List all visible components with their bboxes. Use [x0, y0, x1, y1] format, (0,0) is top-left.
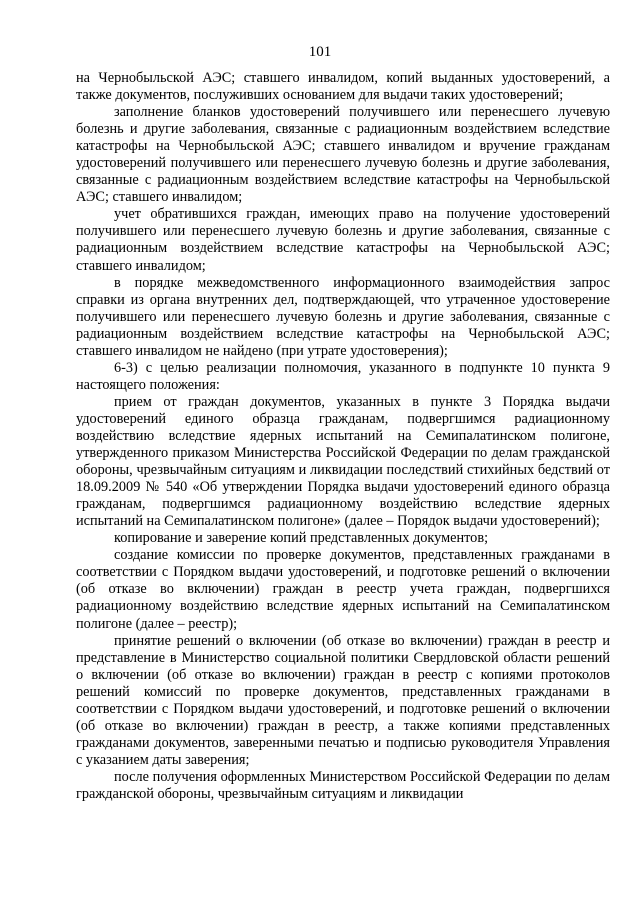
paragraph: после получения оформленных Министерством Российской Федерации по делам гражданской обороны, чрезвычайным ситуациям и ликвидации	[76, 768, 610, 802]
paragraph: на Чернобыльской АЭС; ставшего инвалидом, копий выданных удостоверений, а также документов, послуживших основанием для выдачи таких удостоверений;	[76, 70, 610, 104]
paragraph: учет обратившихся граждан, имеющих право на получение удостоверений получившего или перенесшего лучевую болезнь и другие заболевания, связанные с радиационным воздействием вследствие катастрофы на Чернобыльской АЭС; ставшего инвалидом;	[76, 206, 610, 274]
paragraph: в порядке межведомственного информационного взаимодействия запрос справки из органа внутренних дел, подтверждающей, что утраченное удостоверение получившего или перенесшего лучевую болезнь и другие заболевания, связанные с радиационным воздействием вследствие катастрофы на Чернобыльской АЭС; ставшего инвалидом не найдено (при утрате удостоверения);	[76, 274, 610, 359]
page-number: 101	[308, 44, 332, 60]
paragraph: принятие решений о включении (об отказе во включении) граждан в реестр и представление в Министерство социальной политики Свердловской области решений о включении (об отказе во включении) граждан в реестр с копиями протоколов решений комиссий по проверке документов, представленных гражданами в соответствии с Порядком выдачи удостоверений, и подготовке решений о включении (об отказе во включении) граждан в реестр, а также копиями представленных гражданами документов, заверенными печатью и подписью руководителя Управления с указанием даты заверения;	[76, 632, 610, 768]
paragraph: копирование и заверение копий представленных документов;	[114, 530, 489, 547]
paragraph: заполнение бланков удостоверений получившего или перенесшего лучевую болезнь и другие заболевания, связанные с радиационным воздействием вследствие катастрофы на Чернобыльской АЭС; ставшего инвалидом и вручение гражданам удостоверений получившего или перенесшего лучевую болезнь и другие заболевания, связанные с радиационным воздействием вследствие катастрофы на Чернобыльской АЭС; ставшего инвалидом;	[76, 104, 610, 206]
paragraph: прием от граждан документов, указанных в пункте 3 Порядка выдачи удостоверений единого образца гражданам, подвергшимся радиационному воздействию вследствие ядерных испытаний на Семипалатинском полигоне, утвержденного приказом Министерства Российской Федерации по делам гражданской обороны, чрезвычайным ситуациям и ликвидации последствий стихийных бедствий от 18.09.2009 № 540 «Об утверждении Порядка выдачи удостоверений единого образца гражданам, подвергшимся радиационному воздействию вследствие ядерных испытаний на Семипалатинском полигоне» (далее – Порядок выдачи удостоверений);	[76, 393, 610, 530]
paragraph: 6-3) с целью реализации полномочия, указанного в подпункте 10 пункта 9 настоящего положения:	[76, 359, 610, 393]
paragraph: создание комиссии по проверке документов, представленных гражданами в соответствии с Порядком выдачи удостоверений, и подготовке решений о включении (об отказе во включении) граждан в реестр учета граждан, подвергшихся радиационному воздействию вследствие ядерных испытаний на Семипалатинском полигоне (далее – реестр);	[76, 547, 610, 632]
document-body	[76, 70, 610, 803]
